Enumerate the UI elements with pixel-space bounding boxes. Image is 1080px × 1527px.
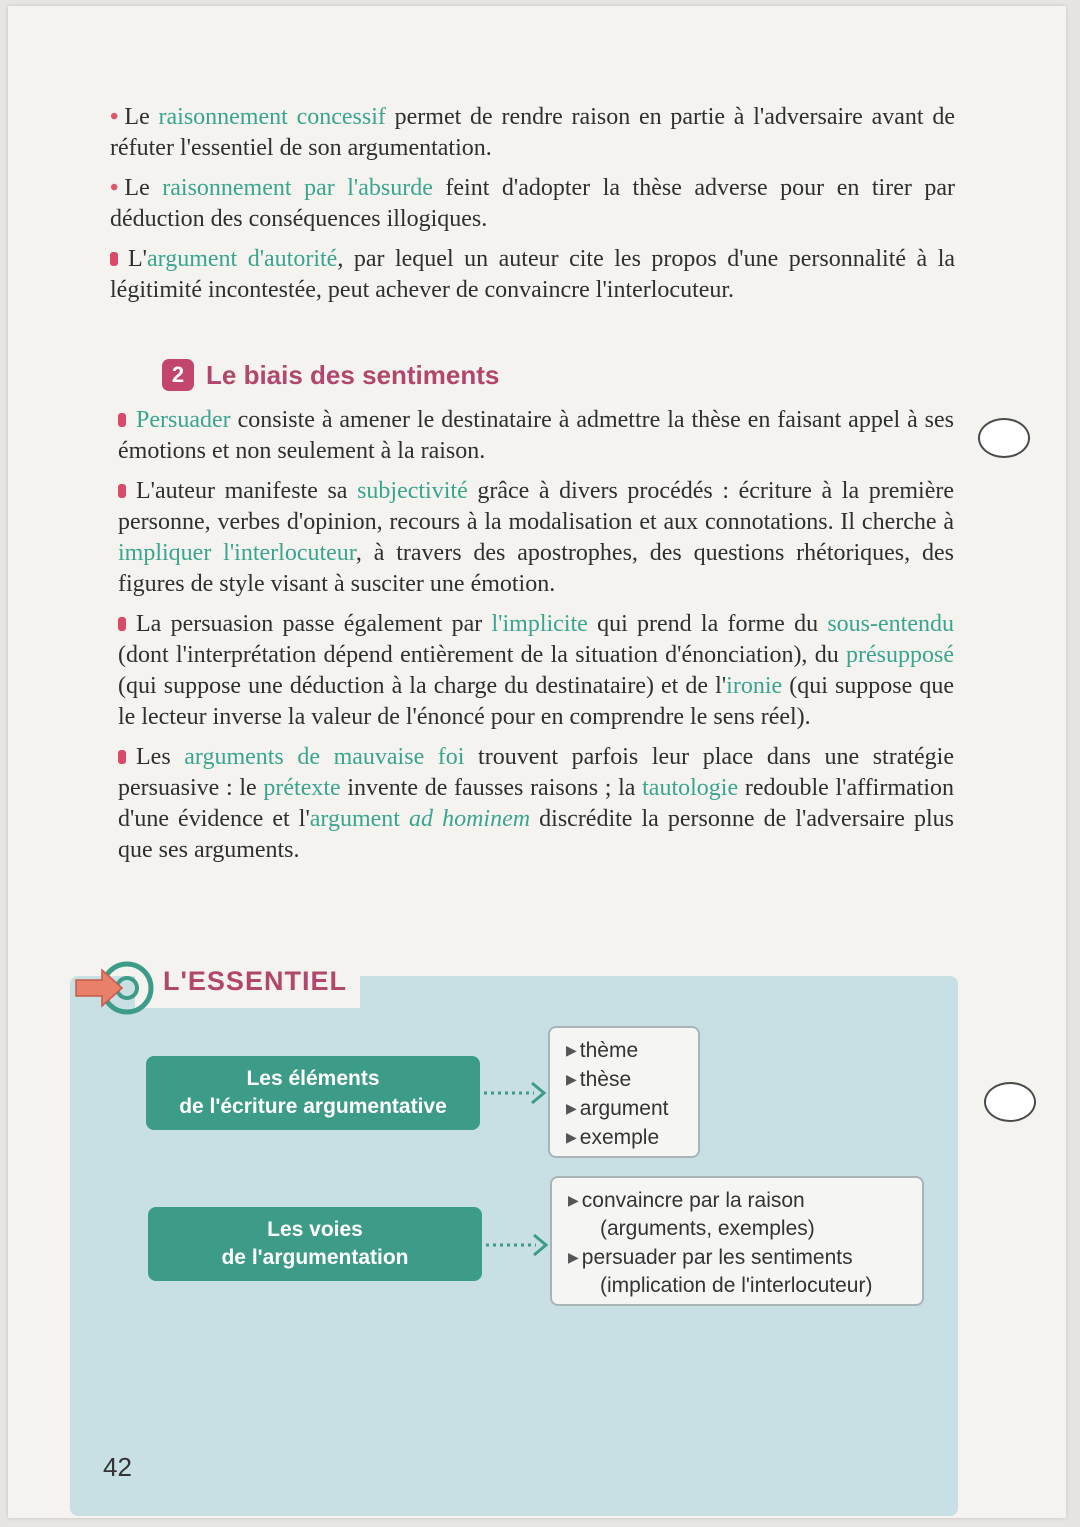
triangle-bullet-icon: ▶ xyxy=(568,1192,579,1208)
binder-hole-top xyxy=(978,418,1030,458)
dotted-arrow-icon xyxy=(484,1230,552,1260)
keyword-italic: ad hominem xyxy=(409,806,531,832)
subsection-title: Le biais des sentiments xyxy=(206,359,500,390)
bullet-dot-icon: • xyxy=(110,175,119,201)
dotted-arrow-icon xyxy=(482,1078,550,1108)
list-elements xyxy=(548,1026,700,1158)
keyword: Persuader xyxy=(136,407,231,433)
triangle-bullet-icon: ▶ xyxy=(566,1042,577,1058)
list-item: ▶ persuader par les sentiments xyxy=(568,1246,853,1269)
keyword: subjectivité xyxy=(357,478,468,504)
bullet-square-icon xyxy=(118,617,126,631)
paragraph-persuader: Persuader consiste à amener le destinataire à admettre la thèse en faisant appel à ses émotions et non seulement à la raison. xyxy=(118,407,954,464)
keyword: raisonnement par l'absurde xyxy=(162,175,433,201)
subsection-number: 2 xyxy=(162,359,194,391)
keyword: ironie xyxy=(726,673,783,699)
paragraph-autorite: L'argument d'autorité, par lequel un auteur cite les propos d'une personnalité à la légitimité incontestée, peut achever de convaincre l'interlocuteur. xyxy=(110,246,956,303)
list-voies xyxy=(550,1176,924,1306)
paragraph-implicite: La persuasion passe également par l'implicite qui prend la forme du sous-entendu (dont l'interprétation dépend entièrement de la situation d'énonciation), du présupposé (qui suppose une déduction à la charge du destinataire) et de l'ironie (qui suppose que le lecteur inverse la valeur de l'énoncé pour en comprendre le sens réel). xyxy=(118,611,955,730)
triangle-bullet-icon: ▶ xyxy=(568,1249,579,1265)
binder-hole-bottom xyxy=(984,1082,1036,1122)
triangle-bullet-icon: ▶ xyxy=(566,1129,577,1145)
target-arrow-icon xyxy=(72,960,162,1016)
bullet-square-icon xyxy=(118,413,126,427)
bullet-square-icon xyxy=(118,484,126,498)
keyword: prétexte xyxy=(263,775,341,801)
page-number: 42 xyxy=(103,1452,132,1482)
keyword: l'implicite xyxy=(491,611,588,637)
paragraph-subjectivite: L'auteur manifeste sa subjectivité grâce à divers procédés : écriture à la première personne, verbes d'opinion, recours à la modalisation et aux connotations. Il cherche à impliquer l'interlocuteur, à travers des apostrophes, des questions rhétoriques, des figures de style visant à susciter une émotion. xyxy=(118,478,955,597)
list-item: ▶ thème xyxy=(566,1039,639,1062)
section-sentiments xyxy=(118,405,954,875)
list-item: ▶ argument xyxy=(566,1097,669,1120)
keyword: raisonnement concessif xyxy=(158,104,386,130)
paragraph-concessif: • Le raisonnement concessif permet de rendre raison en partie à l'adversaire avant de réfuter l'essentiel de son argumentation. xyxy=(110,104,956,161)
bullet-square-icon xyxy=(110,252,118,266)
box-voies-argumentation: Les voies de l'argumentation xyxy=(148,1207,482,1281)
keyword: tautologie xyxy=(642,775,739,801)
triangle-bullet-icon: ▶ xyxy=(566,1100,577,1116)
list-item-detail: (arguments, exemples) xyxy=(600,1217,815,1240)
bullet-dot-icon: • xyxy=(110,104,119,130)
box-elements-ecriture: Les éléments de l'écriture argumentative xyxy=(146,1056,480,1130)
bullet-square-icon xyxy=(118,750,126,764)
triangle-bullet-icon: ▶ xyxy=(566,1071,577,1087)
keyword: sous-entendu xyxy=(827,611,954,637)
keyword: arguments de mauvaise foi xyxy=(184,744,465,770)
subsection-heading xyxy=(162,356,499,394)
keyword: argument xyxy=(309,806,410,832)
paragraph-absurde: • Le raisonnement par l'absurde feint d'adopter la thèse adverse pour en tirer par déduction des conséquences illogiques. xyxy=(110,175,955,232)
paragraph-mauvaise-foi: Les arguments de mauvaise foi trouvent parfois leur place dans une stratégie persuasive : le prétexte invente de fausses raisons ; la tautologie redouble l'affirmation d'une évidence et l'argument ad hominem discrédite la personne de l'adversaire plus que ses arguments. xyxy=(118,744,954,863)
list-item-detail: (implication de l'interlocuteur) xyxy=(600,1274,873,1297)
section-reasoning xyxy=(110,102,955,315)
essentiel-title: L'ESSENTIEL xyxy=(163,966,347,996)
keyword: présupposé xyxy=(846,642,954,668)
list-item: ▶ convaincre par la raison xyxy=(568,1189,805,1212)
list-item: ▶ exemple xyxy=(566,1126,660,1149)
keyword: argument d'autorité xyxy=(146,246,338,272)
keyword: impliquer l'interlocuteur xyxy=(118,540,356,566)
list-item: ▶ thèse xyxy=(566,1068,632,1091)
